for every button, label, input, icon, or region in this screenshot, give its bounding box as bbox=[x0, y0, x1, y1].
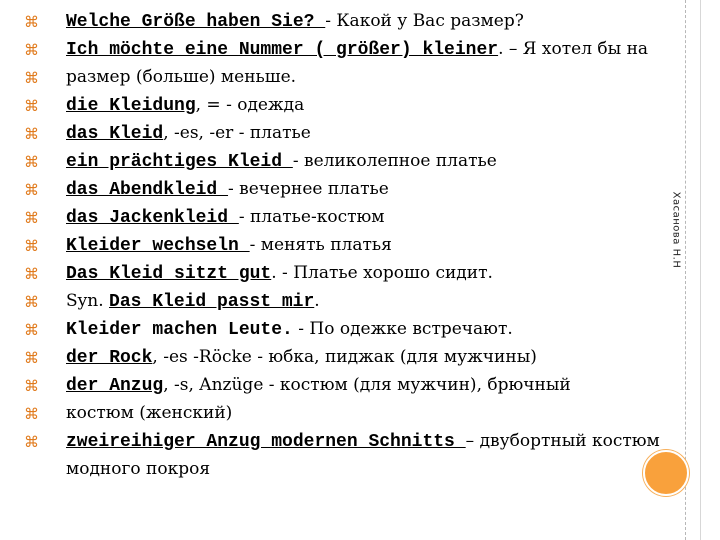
author-label: Хасанова Н.Н bbox=[670, 191, 682, 269]
list-item: ⌘ размер (больше) меньше. bbox=[24, 67, 297, 87]
list-item: ⌘ Das Kleid sitzt gut. - Платье хорошо сидит. bbox=[24, 263, 493, 284]
frame-dashed-line bbox=[685, 0, 686, 540]
list-item: ⌘ Welche Größe haben Sie? - Какой у Вас размер? bbox=[24, 11, 524, 32]
bullet-icon: ⌘ bbox=[24, 293, 39, 311]
bullet-icon: ⌘ bbox=[24, 181, 39, 199]
list-item: ⌘ zweireihiger Anzug modernen Schnitts – двубортный костюм модного покроя bbox=[24, 431, 660, 479]
vocabulary-list bbox=[24, 8, 660, 484]
list-item: ⌘ Ich möchte eine Nummer ( größer) kleiner. – Я хотел бы на bbox=[24, 39, 649, 60]
bullet-icon: ⌘ bbox=[24, 69, 39, 87]
list-item: ⌘ das Kleid, -es, -er - платье bbox=[24, 123, 311, 144]
bullet-icon: ⌘ bbox=[24, 153, 39, 171]
list-item: ⌘ Syn. Das Kleid passt mir. bbox=[24, 291, 320, 312]
bullet-icon: ⌘ bbox=[24, 433, 39, 451]
list-item: ⌘ ein prächtiges Kleid - великолепное платье bbox=[24, 151, 497, 172]
bullet-icon: ⌘ bbox=[24, 209, 39, 227]
list-item: ⌘ die Kleidung, = - одежда bbox=[24, 95, 305, 116]
list-item: ⌘ костюм (женский) bbox=[24, 403, 233, 423]
bullet-icon: ⌘ bbox=[24, 265, 39, 283]
bullet-icon: ⌘ bbox=[24, 41, 39, 59]
bullet-icon: ⌘ bbox=[24, 349, 39, 367]
list-item: ⌘ das Jackenkleid - платье-костюм bbox=[24, 207, 385, 228]
bullet-icon: ⌘ bbox=[24, 377, 39, 395]
bullet-icon: ⌘ bbox=[24, 237, 39, 255]
list-item: ⌘ der Rock, -es -Röcke - юбка, пиджак (для мужчины) bbox=[24, 347, 537, 368]
bullet-icon: ⌘ bbox=[24, 125, 39, 143]
bullet-icon: ⌘ bbox=[24, 97, 39, 115]
list-item: ⌘ der Anzug, -s, Anzüge - костюм (для мужчин), брючный bbox=[24, 375, 571, 396]
bullet-icon: ⌘ bbox=[24, 405, 39, 423]
frame-solid-line bbox=[700, 0, 701, 540]
list-item: ⌘ Kleider machen Leute. - По одежке встречают. bbox=[24, 319, 513, 340]
bullet-icon: ⌘ bbox=[24, 321, 39, 339]
list-item: ⌘ Kleider wechseln - менять платья bbox=[24, 235, 392, 256]
list-item: ⌘ das Abendkleid - вечернее платье bbox=[24, 179, 389, 200]
bullet-icon: ⌘ bbox=[24, 13, 39, 31]
